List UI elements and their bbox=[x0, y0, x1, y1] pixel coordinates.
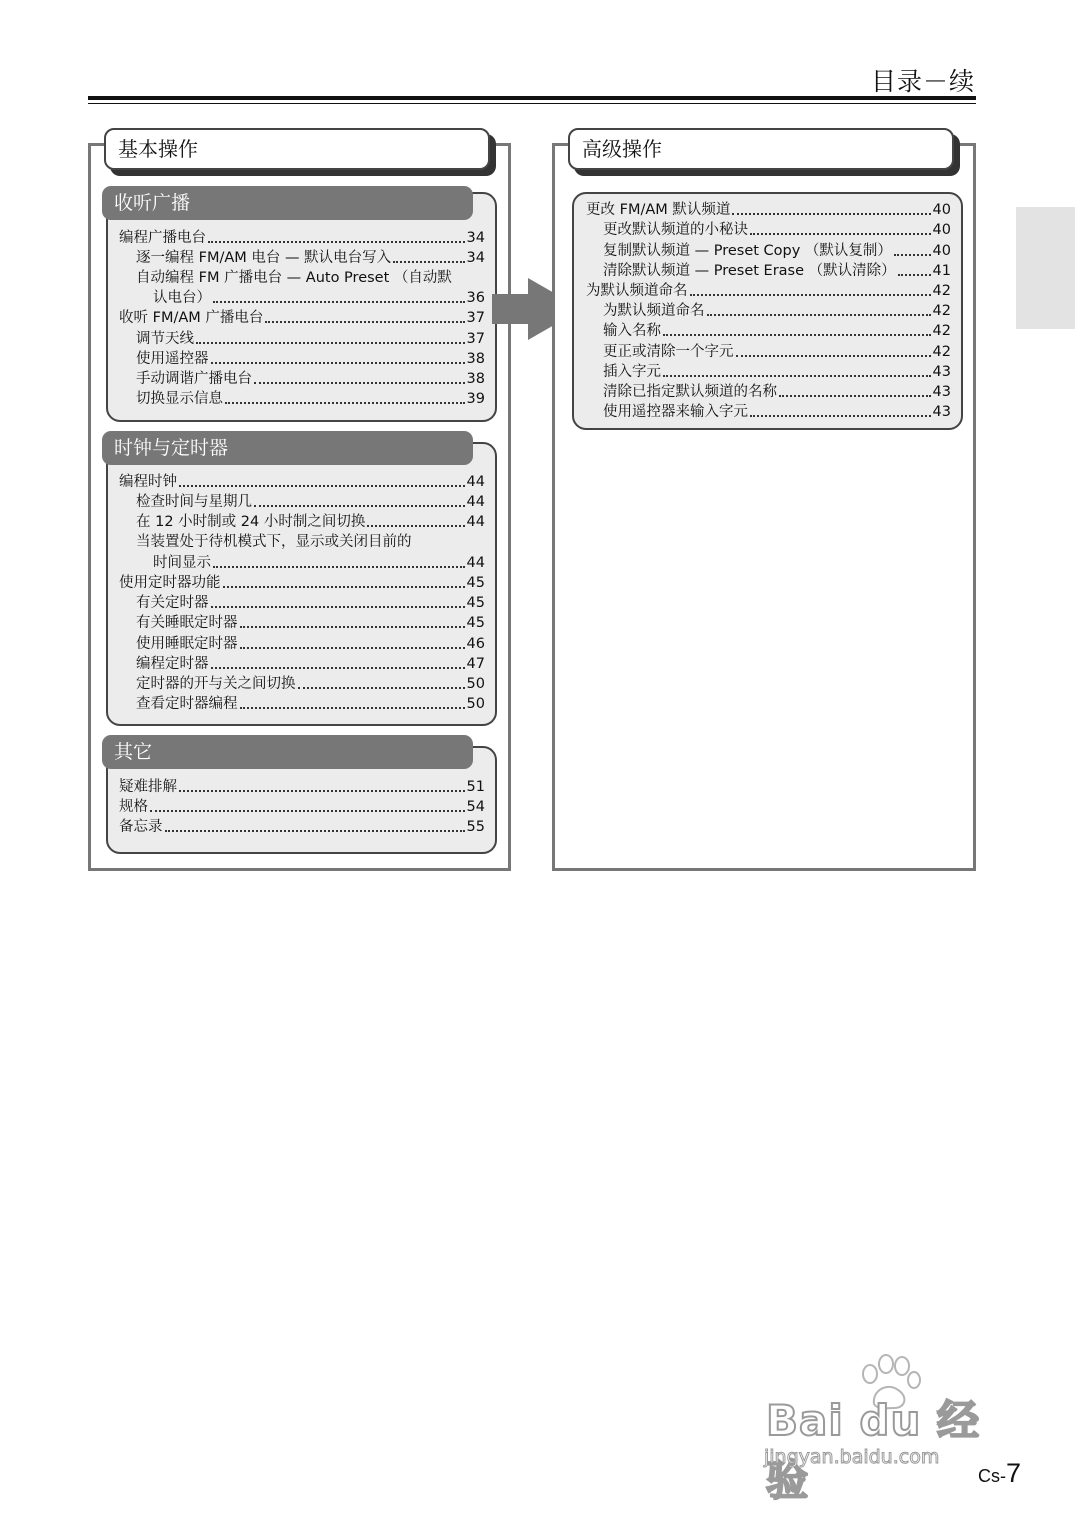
toc-entry-page: 40 bbox=[932, 202, 951, 218]
toc-entry[interactable] bbox=[136, 369, 485, 389]
toc-entry-label: 逐一编程 FM/AM 电台 — 默认电台写入 bbox=[136, 250, 392, 266]
toc-entry-label: 手动调谐广播电台 bbox=[136, 371, 252, 387]
toc-entry-label: 编程广播电台 bbox=[119, 230, 206, 246]
toc-entry[interactable] bbox=[119, 308, 485, 328]
toc-entry-label: 清除已指定默认频道的名称 bbox=[603, 384, 777, 400]
leader-dots bbox=[165, 830, 465, 832]
toc-entry-label: 在 12 小时制或 24 小时制之间切换 bbox=[136, 514, 366, 530]
leader-dots bbox=[179, 485, 465, 487]
toc-entry-label: 使用定时器功能 bbox=[119, 575, 221, 591]
toc-entry[interactable] bbox=[119, 817, 485, 837]
toc-entry[interactable] bbox=[136, 268, 485, 288]
toc-entry-page: 40 bbox=[932, 222, 951, 238]
toc-entry[interactable] bbox=[136, 694, 485, 714]
toc-entry[interactable] bbox=[603, 382, 951, 402]
toc-entry[interactable] bbox=[603, 362, 951, 382]
toc-entry-label: 认电台） bbox=[153, 290, 211, 306]
toc-entry[interactable] bbox=[136, 674, 485, 694]
toc-entry-label: 为默认频道命名 bbox=[586, 283, 688, 299]
toc-entry-label: 更改 FM/AM 默认频道 bbox=[586, 202, 731, 218]
toc-entry-continued[interactable] bbox=[153, 553, 485, 573]
leader-dots bbox=[213, 301, 465, 303]
toc-entry-page: 42 bbox=[932, 283, 951, 299]
toc-entry-page: 44 bbox=[466, 555, 485, 571]
toc-entry[interactable] bbox=[136, 492, 485, 512]
advanced-operations-title: 高级操作 bbox=[568, 128, 954, 170]
leader-dots bbox=[240, 707, 465, 709]
toc-entry[interactable] bbox=[119, 777, 485, 797]
page-number-value: 7 bbox=[1005, 1458, 1021, 1488]
leader-dots bbox=[179, 790, 465, 792]
toc-entry-label: 使用遥控器 bbox=[136, 351, 209, 367]
toc-entry-page: 44 bbox=[466, 474, 485, 490]
toc-entry[interactable] bbox=[119, 573, 485, 593]
toc-entry[interactable] bbox=[119, 797, 485, 817]
basic-operations-title: 基本操作 bbox=[104, 128, 490, 170]
toc-entry-label: 时间显示 bbox=[153, 555, 211, 571]
toc-entry-page: 54 bbox=[466, 799, 485, 815]
leader-dots bbox=[663, 334, 931, 336]
toc-entry[interactable] bbox=[603, 402, 951, 422]
toc-entry-label: 清除默认频道 — Preset Erase （默认清除） bbox=[603, 263, 896, 279]
toc-entry-page: 34 bbox=[466, 230, 485, 246]
watermark-url: jingyan.baidu.com bbox=[764, 1446, 940, 1468]
toc-entry[interactable] bbox=[603, 321, 951, 341]
leader-dots bbox=[898, 274, 931, 276]
toc-entry-page: 45 bbox=[466, 575, 485, 591]
leader-dots bbox=[750, 233, 931, 235]
toc-entry-label: 更正或清除一个字元 bbox=[603, 344, 734, 360]
toc-list bbox=[119, 472, 485, 716]
leader-dots bbox=[254, 382, 465, 384]
toc-entry-page: 45 bbox=[466, 595, 485, 611]
toc-entry-page: 40 bbox=[932, 243, 951, 259]
toc-entry[interactable] bbox=[136, 349, 485, 369]
toc-entry-page: 39 bbox=[466, 391, 485, 407]
leader-dots bbox=[690, 294, 931, 296]
toc-entry-label: 编程时钟 bbox=[119, 474, 177, 490]
toc-entry[interactable] bbox=[586, 281, 951, 301]
toc-entry[interactable] bbox=[136, 532, 485, 552]
toc-group-heading: 其它 bbox=[102, 735, 473, 769]
toc-entry[interactable] bbox=[136, 654, 485, 674]
leader-dots bbox=[736, 355, 931, 357]
header-rule bbox=[88, 96, 976, 100]
toc-entry-label: 使用遥控器来输入字元 bbox=[603, 404, 748, 420]
toc-group-heading: 收听广播 bbox=[102, 186, 473, 220]
toc-entry-page: 46 bbox=[466, 636, 485, 652]
toc-entry[interactable] bbox=[603, 301, 951, 321]
toc-entry-page: 50 bbox=[466, 696, 485, 712]
toc-entry-page: 43 bbox=[932, 364, 951, 380]
toc-entry[interactable] bbox=[136, 248, 485, 268]
leader-dots bbox=[225, 402, 465, 404]
toc-entry-label: 有关睡眠定时器 bbox=[136, 615, 238, 631]
toc-group-heading: 时钟与定时器 bbox=[102, 431, 473, 465]
leader-dots bbox=[894, 254, 931, 256]
watermark-brand: Bai du 经验 bbox=[766, 1396, 980, 1505]
toc-entry[interactable] bbox=[136, 593, 485, 613]
toc-entry-label: 复制默认频道 — Preset Copy （默认复制） bbox=[603, 243, 892, 259]
toc-entry-page: 43 bbox=[932, 384, 951, 400]
toc-entry-page: 45 bbox=[466, 615, 485, 631]
toc-entry-label: 备忘录 bbox=[119, 819, 163, 835]
toc-entry-label: 切换显示信息 bbox=[136, 391, 223, 407]
toc-entry[interactable] bbox=[136, 389, 485, 409]
toc-entry-page: 37 bbox=[466, 310, 485, 326]
toc-list bbox=[119, 228, 485, 412]
toc-entry-label: 检查时间与星期几 bbox=[136, 494, 252, 510]
toc-entry-page: 38 bbox=[466, 371, 485, 387]
leader-dots bbox=[265, 321, 464, 323]
toc-entry[interactable] bbox=[603, 342, 951, 362]
page-number bbox=[978, 1458, 1021, 1489]
toc-entry[interactable] bbox=[136, 512, 485, 532]
side-thumb-tab bbox=[1016, 207, 1075, 329]
toc-entry-label: 编程定时器 bbox=[136, 656, 209, 672]
leader-dots bbox=[150, 810, 465, 812]
leader-dots bbox=[707, 314, 931, 316]
toc-entry-label: 自动编程 FM 广播电台 — Auto Preset （自动默 bbox=[136, 270, 452, 286]
toc-entry-label: 当装置处于待机模式下，显示或关闭目前的 bbox=[136, 534, 412, 550]
leader-dots bbox=[196, 342, 465, 344]
toc-entry-page: 55 bbox=[466, 819, 485, 835]
leader-dots bbox=[298, 687, 465, 689]
toc-entry[interactable] bbox=[603, 261, 951, 281]
toc-entry-label: 有关定时器 bbox=[136, 595, 209, 611]
toc-entry[interactable] bbox=[603, 220, 951, 240]
leader-dots bbox=[223, 586, 465, 588]
toc-entry-page: 42 bbox=[932, 344, 951, 360]
toc-entry[interactable] bbox=[119, 228, 485, 248]
toc-entry-label: 输入名称 bbox=[603, 323, 661, 339]
leader-dots bbox=[393, 261, 464, 263]
toc-entry-page: 42 bbox=[932, 303, 951, 319]
header-rule-thin bbox=[88, 103, 976, 104]
leader-dots bbox=[213, 566, 465, 568]
toc-entry-label: 插入字元 bbox=[603, 364, 661, 380]
toc-entry-page: 51 bbox=[466, 779, 485, 795]
toc-list bbox=[586, 200, 951, 424]
toc-entry-page: 44 bbox=[466, 494, 485, 510]
toc-entry-label: 规格 bbox=[119, 799, 148, 815]
toc-entry-page: 41 bbox=[932, 263, 951, 279]
toc-entry[interactable] bbox=[586, 200, 951, 220]
toc-entry-label: 收听 FM/AM 广播电台 bbox=[119, 310, 264, 326]
leader-dots bbox=[750, 415, 931, 417]
toc-entry[interactable] bbox=[136, 613, 485, 633]
toc-entry-page: 44 bbox=[466, 514, 485, 530]
leader-dots bbox=[208, 241, 465, 243]
toc-entry-label: 为默认频道命名 bbox=[603, 303, 705, 319]
toc-entry-continued[interactable] bbox=[153, 288, 485, 308]
toc-entry[interactable] bbox=[119, 472, 485, 492]
toc-entry-page: 42 bbox=[932, 323, 951, 339]
toc-entry-page: 43 bbox=[932, 404, 951, 420]
leader-dots bbox=[367, 525, 464, 527]
toc-list bbox=[119, 777, 485, 839]
leader-dots bbox=[211, 362, 465, 364]
toc-entry-label: 使用睡眠定时器 bbox=[136, 636, 238, 652]
toc-entry-label: 定时器的开与关之间切换 bbox=[136, 676, 296, 692]
toc-entry-page: 50 bbox=[466, 676, 485, 692]
toc-entry-label: 调节天线 bbox=[136, 331, 194, 347]
toc-entry-page: 38 bbox=[466, 351, 485, 367]
leader-dots bbox=[732, 213, 930, 215]
toc-entry[interactable] bbox=[603, 241, 951, 261]
leader-dots bbox=[211, 606, 465, 608]
leader-dots bbox=[211, 667, 465, 669]
leader-dots bbox=[254, 505, 465, 507]
toc-entry-page: 37 bbox=[466, 331, 485, 347]
toc-entry-label: 疑难排解 bbox=[119, 779, 177, 795]
page-header-title: 目录－续 bbox=[870, 67, 975, 96]
toc-entry-page: 36 bbox=[466, 290, 485, 306]
leader-dots bbox=[779, 395, 931, 397]
leader-dots bbox=[663, 375, 931, 377]
toc-entry-label: 查看定时器编程 bbox=[136, 696, 238, 712]
toc-entry-label: 更改默认频道的小秘诀 bbox=[603, 222, 748, 238]
toc-entry-page: 47 bbox=[466, 656, 485, 672]
toc-entry[interactable] bbox=[136, 329, 485, 349]
toc-entry-page: 34 bbox=[466, 250, 485, 266]
leader-dots bbox=[240, 647, 465, 649]
page-number-prefix: Cs- bbox=[977, 1466, 1006, 1486]
leader-dots bbox=[240, 626, 465, 628]
toc-entry[interactable] bbox=[136, 634, 485, 654]
